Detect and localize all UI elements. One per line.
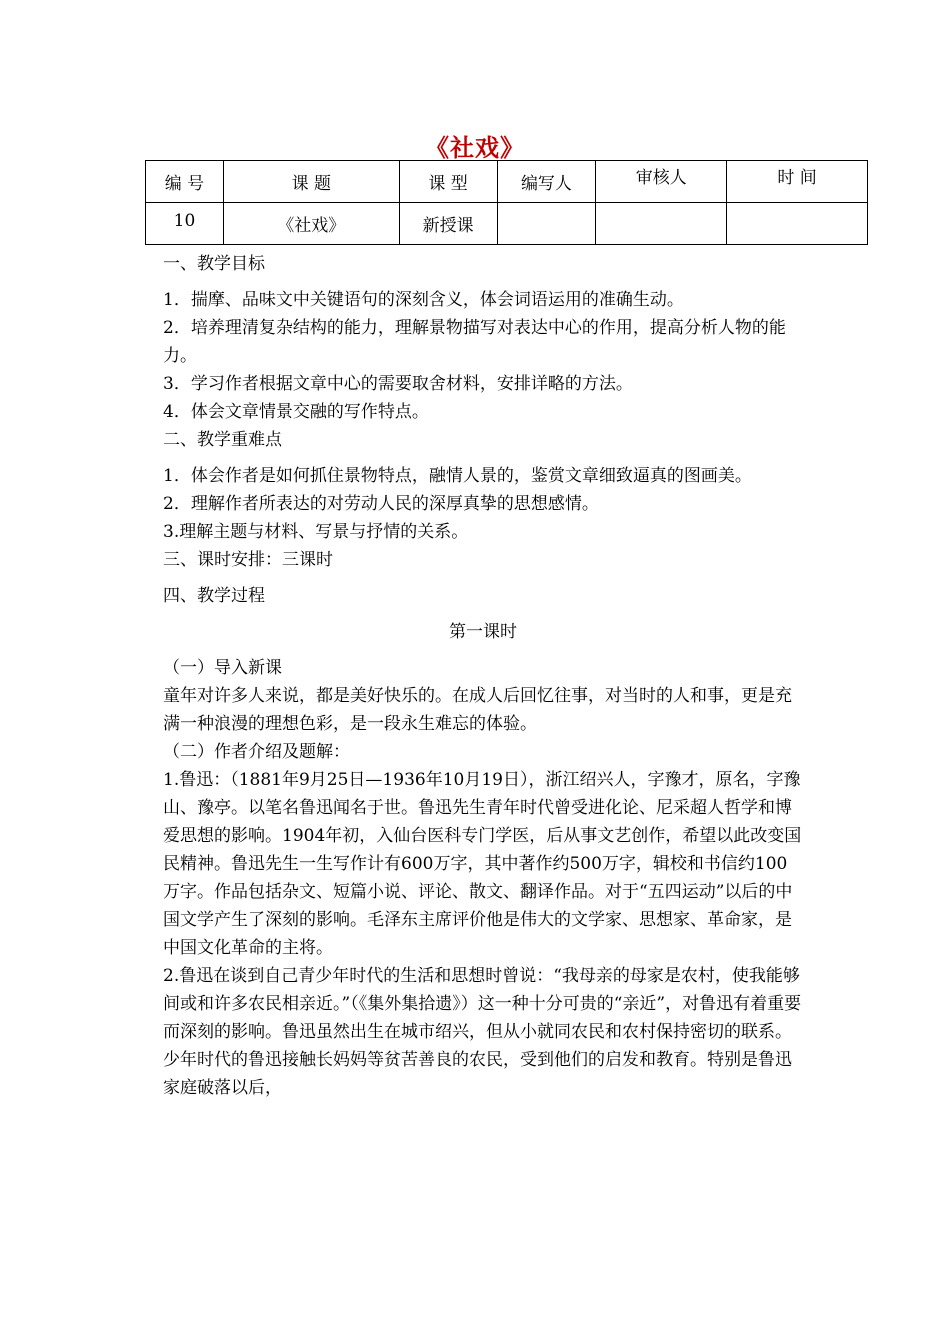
header-cell: 编 号 <box>146 161 224 203</box>
paragraph: 2.鲁迅在谈到自己青少年时代的生活和思想时曾说：“我母亲的母家是农村，使我能够间或和许多农民相亲近。”（《集外集拾遗》）这一种十分可贵的“亲近”，对鲁迅有着重要而深刻的影响。鲁迅虽然出生在城市绍兴，但从小就同农民和农村保持密切的联系。少年时代的鲁迅接触长妈妈等贫苦善良的农民，受到他们的启发和教育。特别是鲁迅家庭破落以后， <box>163 966 802 1098</box>
paragraph: 童年对许多人来说，都是美好快乐的。在成人后回忆往事，对当时的人和事，更是充满一种浪漫的理想色彩，是一段永生难忘的体验。 <box>163 686 792 734</box>
section-heading: 四、教学过程 <box>163 586 265 606</box>
table-cell: 《社戏》 <box>223 203 399 245</box>
list-item: 3．学习作者根据文章中心的需要取舍材料，安排详略的方法。 <box>163 374 633 394</box>
table-row <box>146 203 868 245</box>
subsection-heading: （一）导入新课 <box>163 658 282 678</box>
list-item: 1．体会作者是如何抓住景物特点，融情人景的，鉴赏文章细致逼真的图画美。 <box>163 466 752 486</box>
table-cell: 新授课 <box>399 203 497 245</box>
paragraph: 1.鲁迅：（1881年9月25日—1936年10月19日），浙江绍兴人，字豫才，原名，字豫山、豫亭。以笔名鲁迅闻名于世。鲁迅先生青年时代曾受进化论、尼采超人哲学和博爱思想的影响。1904年初，入仙台医科专门学医，后从事文艺创作，希望以此改变国民精神。鲁迅先生一生写作计有600万字，其中著作约500万字，辑校和书信约100万字。作品包括杂文、短篇小说、评论、散文、翻译作品。对于“五四运动”以后的中国文学产生了深刻的影响。毛泽东主席评价他是伟大的文学家、思想家、革命家，是中国文化革命的主将。 <box>163 770 802 958</box>
header-cell: 课 型 <box>399 161 497 203</box>
section-heading: 三、课时安排：三课时 <box>163 550 333 570</box>
document-body <box>163 250 803 1102</box>
header-cell: 审核人 <box>596 161 727 203</box>
list-item: 4．体会文章情景交融的写作特点。 <box>163 402 429 422</box>
list-item: 1．揣摩、品味文中关键语句的深刻含义，体会词语运用的准确生动。 <box>163 290 684 310</box>
table-cell <box>497 203 596 245</box>
table-cell <box>596 203 727 245</box>
list-item: 3.理解主题与材料、写景与抒情的关系。 <box>163 522 469 542</box>
header-cell: 课 题 <box>223 161 399 203</box>
subsection-heading: （二）作者介绍及题解： <box>163 742 350 762</box>
document-title: 《社戏》 <box>425 133 525 162</box>
list-item: 2．培养理清复杂结构的能力，理解景物描写对表达中心的作用，提高分析人物的能力。 <box>163 318 786 366</box>
list-item: 2．理解作者所表达的对劳动人民的深厚真挚的思想感情。 <box>163 494 599 514</box>
table-cell: 10 <box>146 203 224 245</box>
section-heading: 二、教学重难点 <box>163 430 282 450</box>
lesson-title: 第一课时 <box>449 622 517 642</box>
table-header-row <box>146 161 868 203</box>
section-heading: 一、教学目标 <box>163 254 265 274</box>
info-table <box>145 160 868 245</box>
header-cell: 编写人 <box>497 161 596 203</box>
header-cell: 时 间 <box>727 161 868 203</box>
table-cell <box>727 203 868 245</box>
